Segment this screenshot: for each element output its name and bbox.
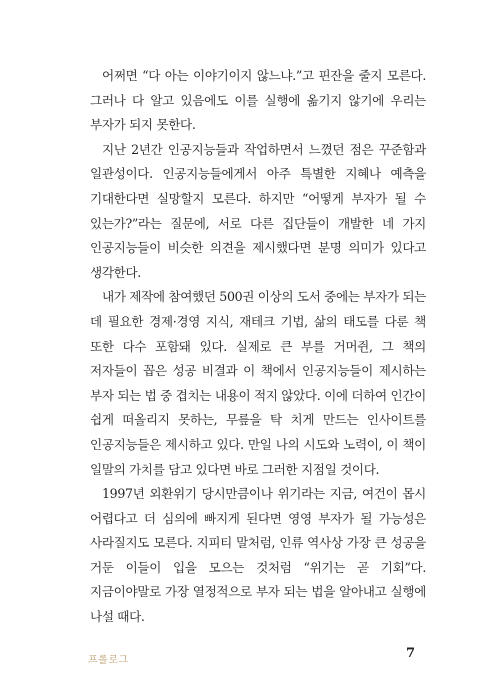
paragraph-3: 내가 제작에 참여했던 500권 이상의 도서 중에는 부자가 되는 데 필요한 경제·경영 지식, 재테크 기법, 삶의 태도를 다룬 책 또한 다수 포함돼 있다. 실제로 큰 부를 거머쥔, 그 책의 저자들이 꼽은 성공 비결과 이 책에서 인공지능들이 제시하는 부자 되는 법 중 겹치는 내용이 적지 않았다. 이에 더하여 인간이 쉽게 떠올리지 못하는, 무릎을 탁 치게 만드는 인사이트를 인공지능들은 제시하고 있다. 만일 나의 시도와 노력이, 이 책이 일말의 가치를 담고 있다면 바로 그러한 지점일 것이다. [90, 289, 426, 477]
body-text [90, 64, 426, 630]
page-number: 7 [406, 646, 416, 661]
paragraph-1: 어쩌면 “다 아는 이야기이지 않느냐.”고 핀잔을 줄지 모른다. 그러나 다 알고 있음에도 이를 실행에 옮기지 않기에 우리는 부자가 되지 못한다. [90, 68, 426, 133]
paragraph-2: 지난 2년간 인공지능들과 작업하면서 느꼈던 점은 꾸준함과 일관성이다. 인공지능들에게서 아주 특별한 지혜나 예측을 기대한다면 실망할지 모른다. 하지만 “어떻게 부자가 될 수 있는가?”라는 질문에, 서로 다른 집단들이 개발한 네 가지 인공지능들이 비슷한 의견을 제시했다면 분명 의미가 있다고 생각한다. [90, 141, 426, 280]
paragraph-4: 1997년 외환위기 당시만큼이나 위기라는 지금, 여건이 몹시 어렵다고 더 심의에 빠지게 된다면 영영 부자가 될 가능성은 사라질지도 모른다. 지피티 말처럼, 인류 역사상 가장 큰 성공을 거둔 이들이 입을 모으는 것처럼 “위기는 곧 기회”다. 지금이야말로 가장 열정적으로 부자 되는 법을 알아내고 실행에 나설 때다. [90, 486, 426, 625]
section-label: 프롤로그 [88, 655, 129, 666]
